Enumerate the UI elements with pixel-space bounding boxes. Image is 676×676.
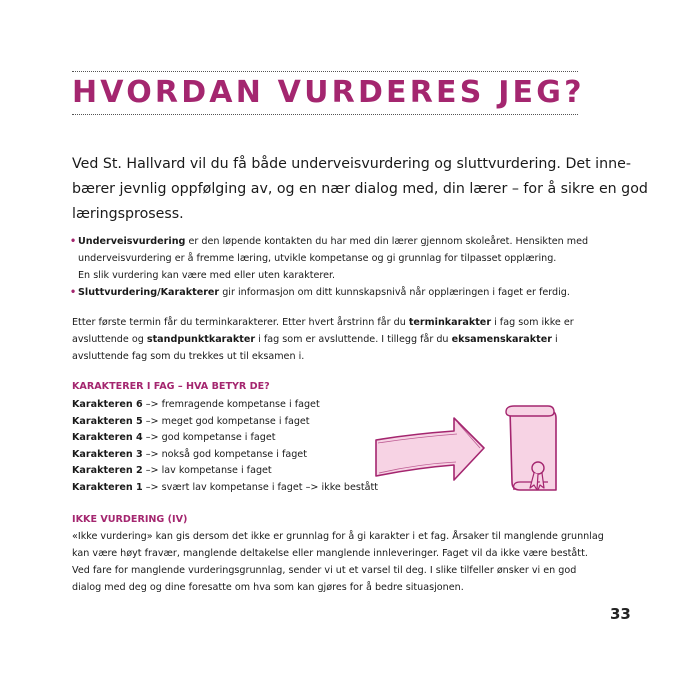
- grade-label: Karakteren 2: [72, 465, 143, 476]
- grade-text: –> lav kompetanse i faget: [142, 465, 272, 476]
- grade-label: Karakteren 6: [72, 399, 143, 410]
- diploma-icon: [506, 406, 556, 490]
- bullet-line: En slik vurdering kan være med eller uten karakterer.: [78, 270, 336, 281]
- bullet-line: [78, 284, 582, 301]
- page-title: HVORDAN VURDERES JEG?: [72, 75, 585, 110]
- grade-item: [72, 447, 378, 464]
- grades-list: [72, 397, 378, 496]
- bold-term: standpunktkarakter: [146, 334, 256, 345]
- intro-line: læringsprosess.: [72, 206, 184, 222]
- grade-item: [72, 463, 378, 480]
- bullet-underveisvurdering: [72, 233, 589, 284]
- arrow-icon: [376, 418, 484, 480]
- dotted-rule-top: [72, 71, 578, 72]
- text-run: i fag som ikke er: [491, 317, 574, 328]
- text-run: Etter første termin får du terminkarakterer. Etter hvert årstrinn får du: [72, 317, 409, 328]
- bullet-text: gir informasjon om ditt kunnskapsnivå når opplæringen i faget er ferdig.: [219, 287, 570, 298]
- grade-item: [72, 397, 378, 414]
- iv-line: kan være høyt fravær, manglende deltakelse eller manglende innleveringer. Faget vil da ikke være bestått.: [72, 548, 588, 559]
- iv-line: dialog med deg og dine foresatte om hva som kan gjøres for å bedre situasjonen.: [72, 582, 464, 593]
- grade-text: –> god kompetanse i faget: [142, 432, 276, 443]
- text-run: avsluttende og: [72, 334, 147, 345]
- bullet-line: underveisvurdering er å fremme læring, utvikle kompetanse og gi grunnlag for tilpasset opplæring.: [78, 253, 557, 264]
- grade-label: Karakteren 4: [72, 432, 143, 443]
- iv-line: Ved fare for manglende vurderingsgrunnlag, sender vi ut et varsel til deg. I slike tilfeller ønsker vi en god: [72, 565, 577, 576]
- grade-label: Karakteren 3: [72, 448, 143, 460]
- paragraph-line: [72, 331, 582, 348]
- bullet-line: [78, 233, 589, 250]
- grade-label: Karakteren 5: [72, 415, 143, 427]
- bullet-text: er den løpende kontakten du har med din lærer gjennom skoleåret. Hensikten med: [185, 236, 589, 247]
- text-run: i fag som er avsluttende. I tillegg får du: [255, 334, 452, 345]
- grade-item: [72, 430, 378, 447]
- grade-text: –> svært lav kompetanse i faget –> ikke bestått: [142, 481, 379, 493]
- intro-line: Ved St. Hallvard vil du få både underveisvurdering og sluttvurdering. Det inne-: [72, 156, 631, 172]
- paragraph-line: avsluttende fag som du trekkes ut til eksamen i.: [72, 351, 305, 362]
- grades-info-paragraph: [72, 314, 582, 365]
- bullet-sluttvurdering: [72, 284, 582, 301]
- grade-text: –> fremragende kompetanse i faget: [142, 399, 320, 410]
- bold-term: eksamenskarakter: [451, 334, 552, 345]
- grades-heading: KARAKTERER I FAG – HVA BETYR DE?: [72, 381, 270, 392]
- grade-item: [72, 414, 378, 431]
- iv-heading: IKKE VURDERING (IV): [72, 514, 188, 525]
- bullet-term: Sluttvurdering/Karakterer: [78, 287, 220, 298]
- intro-line: bærer jevnlig oppfølging av, og en nær dialog med, din lærer – for å sikre en god: [72, 181, 648, 197]
- grade-text: –> meget god kompetanse i faget: [142, 415, 310, 427]
- bullet-term: Underveisvurdering: [78, 236, 186, 247]
- assessment-types-list: [72, 233, 589, 301]
- bold-term: terminkarakter: [408, 317, 492, 328]
- intro-paragraph: [72, 152, 648, 227]
- grade-item: [72, 480, 378, 497]
- grade-label: Karakteren 1: [72, 481, 143, 493]
- page-number: 33: [610, 605, 631, 623]
- iv-paragraph: [72, 528, 604, 596]
- grade-text: –> nokså god kompetanse i faget: [142, 448, 307, 460]
- illustration: [372, 404, 582, 504]
- paragraph-line: [72, 314, 582, 331]
- iv-line: «Ikke vurdering» kan gis dersom det ikke er grunnlag for å gi karakter i et fag. Årsaker til manglende grunnlag: [72, 531, 604, 542]
- dotted-rule-bottom: [72, 114, 578, 115]
- text-run: i: [551, 334, 558, 345]
